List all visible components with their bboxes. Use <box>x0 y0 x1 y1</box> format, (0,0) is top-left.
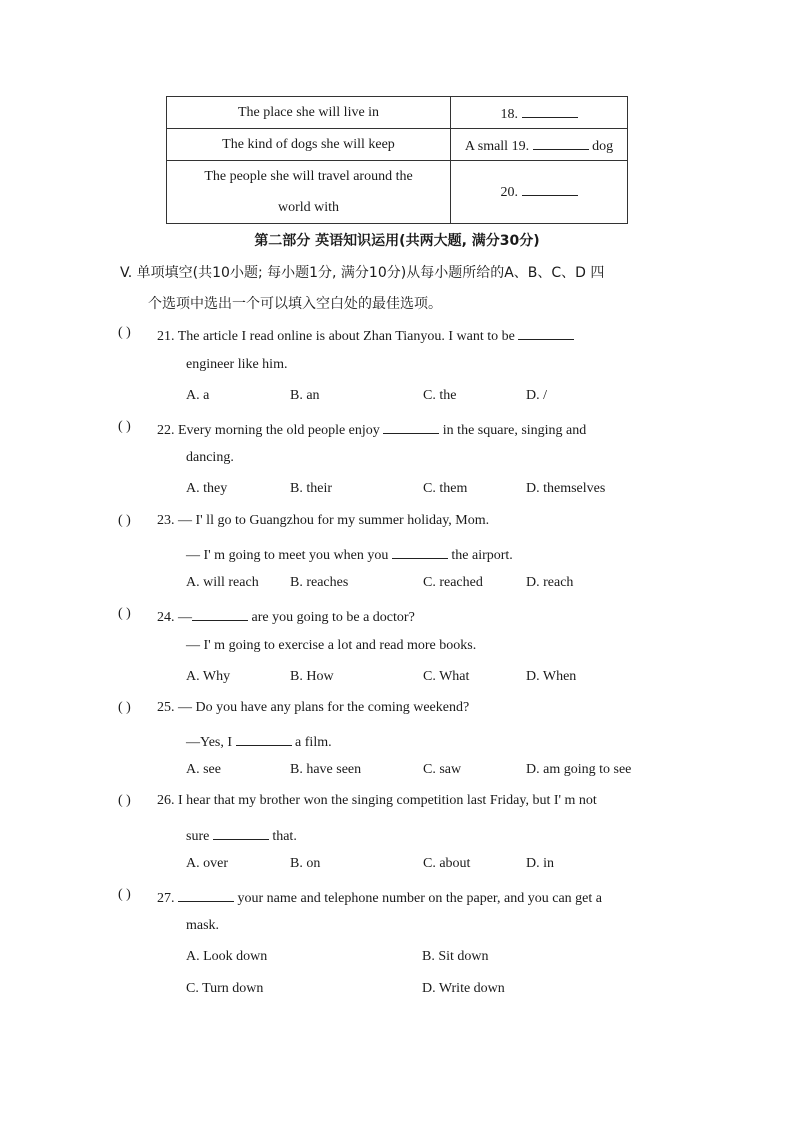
answer-blank <box>518 325 574 340</box>
option-d[interactable]: D. When <box>526 669 577 684</box>
table-row <box>167 161 628 224</box>
option-c[interactable]: C. What <box>423 669 470 684</box>
question-text: sure <box>186 829 210 844</box>
section-instruction-line2: 个选项中选出一个可以填入空白处的最佳选项。 <box>148 296 442 312</box>
question-text: — I' m going to meet you when you <box>186 548 389 563</box>
question-stem <box>157 793 597 809</box>
question-text: the airport. <box>451 548 513 563</box>
question-stem <box>157 700 469 716</box>
question-text: are you going to be a doctor? <box>251 610 415 625</box>
question-text: The article I read online is about Zhan Tianyou. I want to be <box>177 329 515 344</box>
answer-blank <box>178 887 234 902</box>
question-text-cont: — I' m going to exercise a lot and read more books. <box>186 638 477 653</box>
option-d[interactable]: D. themselves <box>526 481 606 496</box>
question-stem <box>157 606 415 626</box>
option-a[interactable]: A. Why <box>186 669 231 684</box>
option-b[interactable]: B. their <box>290 481 332 496</box>
question-number: 23. <box>157 513 175 528</box>
table-answer-cell <box>451 97 628 129</box>
question-stem <box>157 325 574 345</box>
question-text-cont: mask. <box>186 918 220 933</box>
table-row <box>167 129 628 161</box>
answer-paren[interactable]: ( ) <box>118 325 131 340</box>
answer-number: 20. <box>500 184 518 200</box>
question-stem <box>157 513 489 529</box>
question-number: 21. <box>157 329 175 344</box>
info-table <box>166 96 628 224</box>
answer-paren[interactable]: ( ) <box>118 793 131 808</box>
question-text: that. <box>272 829 297 844</box>
question-number: 27. <box>157 891 175 906</box>
table-label-line1: The people she will travel around the <box>204 169 413 184</box>
table-answer-cell <box>451 129 628 161</box>
question-text: a film. <box>295 735 332 750</box>
question-text-cont <box>186 825 297 845</box>
table-answer-cell <box>451 161 628 224</box>
question-text: in the square, singing and <box>442 423 587 438</box>
option-d[interactable]: D. in <box>526 856 554 871</box>
answer-paren[interactable]: ( ) <box>118 419 131 434</box>
question-number: 25. <box>157 700 175 715</box>
question-number: 22. <box>157 423 175 438</box>
answer-number: A small 19. <box>464 138 530 154</box>
answer-suffix: dog <box>592 138 614 154</box>
answer-blank <box>236 731 292 746</box>
question-text: — Do you have any plans for the coming weekend? <box>178 700 470 715</box>
question-text-cont: engineer like him. <box>186 357 288 372</box>
answer-paren[interactable]: ( ) <box>118 887 131 902</box>
table-label <box>167 161 451 224</box>
answer-paren[interactable]: ( ) <box>118 513 131 528</box>
table-row <box>167 97 628 129</box>
question-text-cont: dancing. <box>186 450 234 465</box>
question-text: — I' ll go to Guangzhou for my summer holiday, Mom. <box>178 513 490 528</box>
option-a[interactable]: A. see <box>186 762 221 777</box>
question-text: — <box>178 610 192 625</box>
option-a[interactable]: A. a <box>186 388 210 403</box>
answer-blank <box>213 825 269 840</box>
question-text: Every morning the old people enjoy <box>178 423 380 438</box>
option-b[interactable]: B. Sit down <box>422 949 489 964</box>
table-label-line2: world with <box>277 200 340 215</box>
answer-blank <box>392 544 448 559</box>
option-c[interactable]: C. saw <box>423 762 462 777</box>
answer-blank <box>383 419 439 434</box>
section-instruction-line1: V. 单项填空(共10小题; 每小题1分, 满分10分)从每小题所给的A、B、C、D 四 <box>120 265 605 281</box>
option-b[interactable]: B. reaches <box>290 575 349 590</box>
option-c[interactable]: C. reached <box>423 575 483 590</box>
question-number: 26. <box>157 793 175 808</box>
option-d[interactable]: D. Write down <box>422 981 505 996</box>
option-b[interactable]: B. an <box>290 388 320 403</box>
option-b[interactable]: B. have seen <box>290 762 362 777</box>
part-heading: 第二部分 英语知识运用(共两大题, 满分30分) <box>254 233 540 249</box>
option-a[interactable]: A. over <box>186 856 228 871</box>
answer-blank[interactable] <box>522 181 578 196</box>
question-stem <box>157 419 586 439</box>
question-text-cont <box>186 731 332 751</box>
option-d[interactable]: D. am going to see <box>526 762 632 777</box>
option-a[interactable]: A. will reach <box>186 575 259 590</box>
question-number: 24. <box>157 610 175 625</box>
table-label: The kind of dogs she will keep <box>167 129 451 161</box>
option-a[interactable]: A. Look down <box>186 949 268 964</box>
option-d[interactable]: D. reach <box>526 575 574 590</box>
answer-paren[interactable]: ( ) <box>118 606 131 621</box>
option-b[interactable]: B. How <box>290 669 334 684</box>
table-label: The place she will live in <box>167 97 451 129</box>
question-text: your name and telephone number on the paper, and you can get a <box>237 891 602 906</box>
option-c[interactable]: C. about <box>423 856 471 871</box>
answer-paren[interactable]: ( ) <box>118 700 131 715</box>
question-stem <box>157 887 602 907</box>
question-text: —Yes, I <box>186 735 233 750</box>
option-c[interactable]: C. Turn down <box>186 981 264 996</box>
option-c[interactable]: C. the <box>423 388 457 403</box>
answer-blank[interactable] <box>522 103 578 118</box>
option-c[interactable]: C. them <box>423 481 468 496</box>
option-a[interactable]: A. they <box>186 481 228 496</box>
answer-blank <box>192 606 248 621</box>
question-text: I hear that my brother won the singing competition last Friday, but I' m not <box>178 793 597 808</box>
answer-number: 18. <box>500 106 518 122</box>
answer-blank[interactable] <box>533 135 589 150</box>
question-text-cont <box>186 544 513 564</box>
option-b[interactable]: B. on <box>290 856 321 871</box>
option-d[interactable]: D. / <box>526 388 547 403</box>
